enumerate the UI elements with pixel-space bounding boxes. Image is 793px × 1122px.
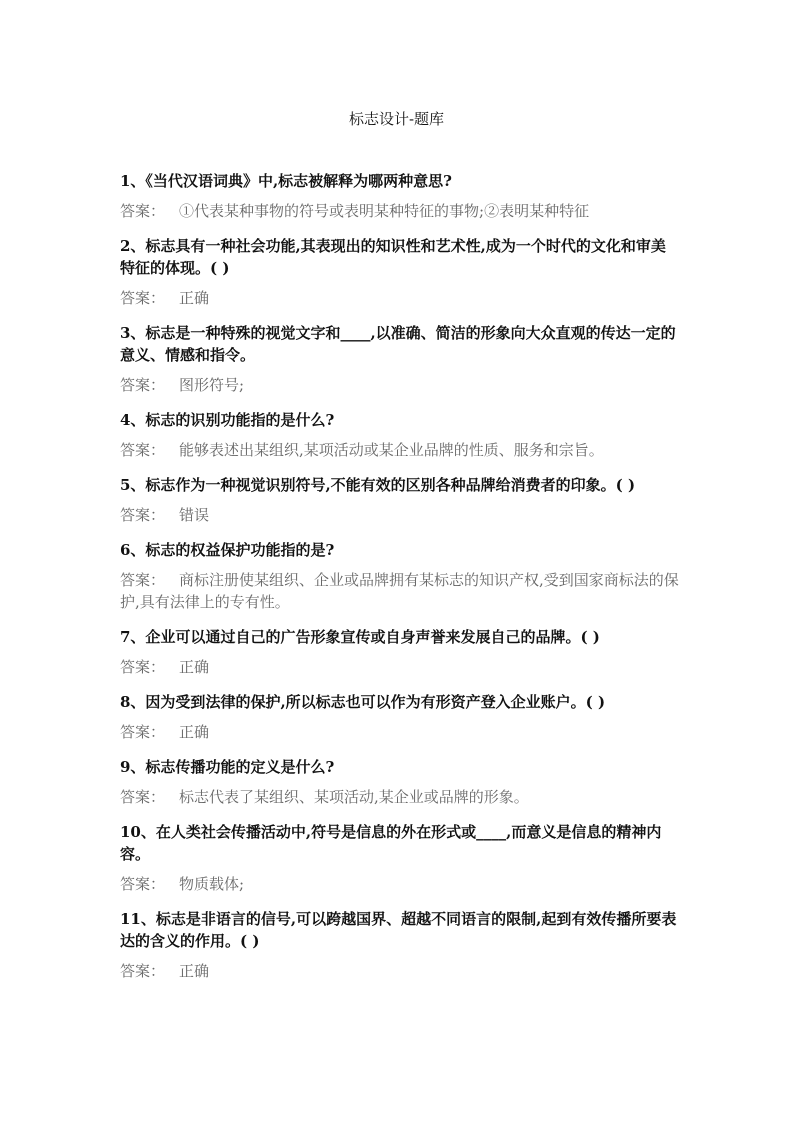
question-item (120, 539, 680, 613)
answer-text: 图形符号; (179, 376, 245, 394)
answer-label: 答案： (120, 202, 166, 220)
question-item (120, 409, 680, 461)
answer-text: 正确 (179, 723, 210, 741)
answer-label: 答案： (120, 441, 166, 459)
question-text: 8、因为受到法律的保护,所以标志也可以作为有形资产登入企业账户。( ) (120, 693, 606, 711)
answer-line (120, 287, 680, 309)
page-title: 标志设计-题库 (348, 110, 445, 128)
answer-text: 正确 (179, 658, 210, 676)
answer-line (120, 656, 680, 678)
question-text: 3、标志是一种特殊的视觉文字和____,以准确、简洁的形象向大众直观的传达一定的意义、情感和指令。 (120, 324, 676, 364)
answer-text: 正确 (179, 962, 210, 980)
question-item (120, 756, 680, 808)
answer-line (120, 960, 680, 982)
question-item (120, 691, 680, 743)
answer-line (120, 374, 680, 396)
answer-line (120, 721, 680, 743)
answer-text: 正确 (179, 289, 210, 307)
answer-label: 答案： (120, 962, 166, 980)
answer-label: 答案： (120, 571, 166, 589)
question-item (120, 474, 680, 526)
question-text: 5、标志作为一种视觉识别符号,不能有效的区别各种品牌给消费者的印象。( ) (120, 476, 636, 494)
question-text: 4、标志的识别功能指的是什么? (120, 411, 335, 429)
question-text: 9、标志传播功能的定义是什么? (120, 758, 335, 776)
answer-line (120, 873, 680, 895)
question-text: 1、《当代汉语词典》中,标志被解释为哪两种意思? (120, 172, 452, 190)
answer-line (120, 439, 680, 461)
answer-line (120, 200, 680, 222)
answer-text: 物质载体; (179, 875, 245, 893)
answer-label: 答案： (120, 875, 166, 893)
answer-label: 答案： (120, 723, 166, 741)
question-text: 7、企业可以通过自己的广告形象宣传或自身声誉来发展自己的品牌。( ) (120, 628, 600, 646)
answer-label: 答案： (120, 289, 166, 307)
answer-line (120, 569, 680, 613)
answer-line (120, 504, 680, 526)
question-text: 6、标志的权益保护功能指的是? (120, 541, 335, 559)
question-text: 10、在人类社会传播活动中,符号是信息的外在形式或____,而意义是信息的精神内容。 (120, 823, 662, 863)
answer-label: 答案： (120, 658, 166, 676)
answer-text: 商标注册使某组织、企业或品牌拥有某标志的知识产权,受到国家商标法的保护,具有法律上的专有性。 (120, 571, 679, 611)
question-item (120, 322, 680, 396)
question-item (120, 235, 680, 309)
question-item (120, 626, 680, 678)
answer-text: 能够表述出某组织,某项活动或某企业品牌的性质、服务和宗旨。 (179, 441, 604, 459)
answer-line (120, 786, 680, 808)
question-list (120, 170, 680, 995)
answer-text: 错误 (179, 506, 210, 524)
answer-label: 答案： (120, 376, 166, 394)
question-text: 2、标志具有一种社会功能,其表现出的知识性和艺术性,成为一个时代的文化和审美特征的体现。( ) (120, 237, 666, 277)
answer-label: 答案： (120, 506, 166, 524)
question-text: 11、标志是非语言的信号,可以跨越国界、超越不同语言的限制,起到有效传播所要表达的含义的作用。( ) (120, 910, 677, 950)
answer-label: 答案： (120, 788, 166, 806)
question-item (120, 821, 680, 895)
question-item (120, 908, 680, 982)
answer-text: 标志代表了某组织、某项活动,某企业或品牌的形象。 (179, 788, 529, 806)
answer-text: ①代表某种事物的符号或表明某种特征的事物;②表明某种特征 (179, 202, 590, 220)
question-item (120, 170, 680, 222)
